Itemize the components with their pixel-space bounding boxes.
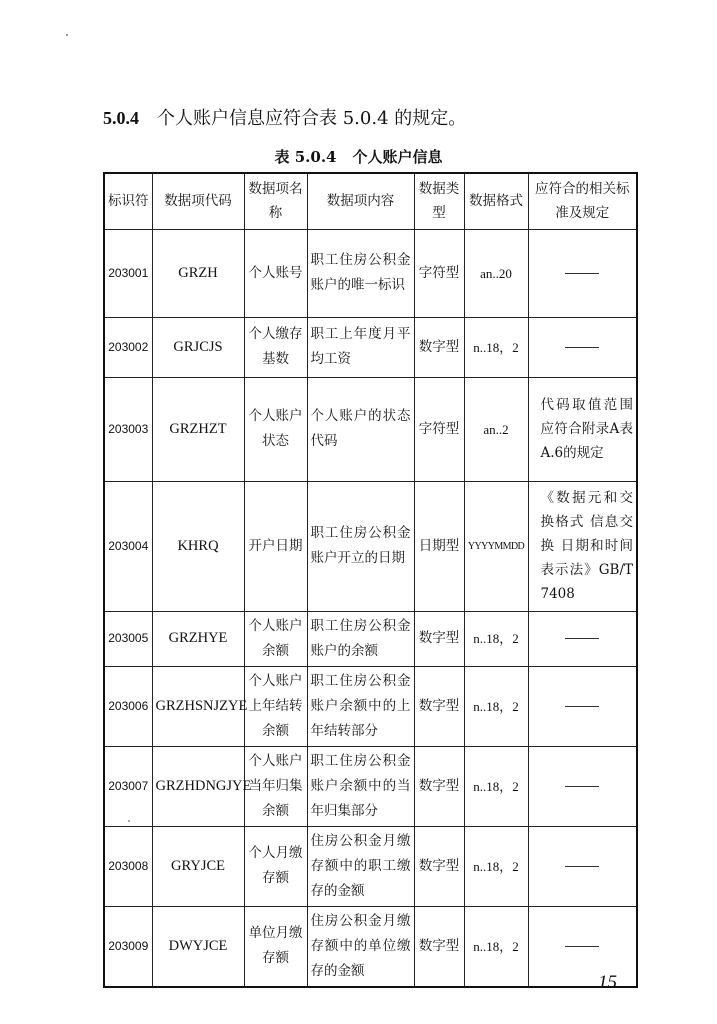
cell-identifier: 203004 [104,481,152,611]
header-standards: 应符合的相关标准及规定 [528,173,637,229]
scan-speck [66,34,68,36]
dash-mark [565,706,599,707]
cell-content: 住房公积金月缴存额中的职工缴存的金额 [307,826,414,906]
header-identifier: 标识符 [104,173,152,229]
cell-name: 个人月缴存额 [244,826,307,906]
table-row [104,317,637,377]
cell-name: 个人账号 [244,229,307,317]
page-number: 15 [598,972,617,993]
section-number: 5.0.4 [103,108,139,128]
cell-standard: 《数据元和交换格式 信息交换 日期和时间表示法》GB/T 7408 [528,481,637,611]
cell-code: GRZH [152,229,244,317]
cell-identifier: 203002 [104,317,152,377]
cell-format: n..18，2 [464,746,528,826]
cell-name: 个人账户上年结转余额 [244,666,307,746]
dash-mark [565,946,599,947]
header-item-content: 数据项内容 [307,173,414,229]
cell-content: 个人账户的状态代码 [307,377,414,481]
cell-standard: 代码取值范围应符合附录A表A.6的规定 [528,377,637,481]
cell-name: 个人账户状态 [244,377,307,481]
cell-content: 职工上年度月平均工资 [307,317,414,377]
cell-type: 字符型 [414,229,464,317]
header-item-code: 数据项代码 [152,173,244,229]
table-caption [0,146,717,167]
header-data-format: 数据格式 [464,173,528,229]
cell-format: n..18，2 [464,666,528,746]
cell-type: 数字型 [414,906,464,987]
cell-content: 职工住房公积金账户余额中的当年归集部分 [307,746,414,826]
cell-code: GRZHSNJZYE [152,666,244,746]
cell-standard-dash [528,666,637,746]
cell-type: 数字型 [414,666,464,746]
table-row [104,666,637,746]
cell-content: 职工住房公积金账户开立的日期 [307,481,414,611]
table-row [104,746,637,826]
cell-identifier: 203007 [104,746,152,826]
cell-name: 个人账户当年归集余额 [244,746,307,826]
cell-code: GRZHDNGJYE [152,746,244,826]
header-data-type: 数据类型 [414,173,464,229]
cell-type: 数字型 [414,611,464,666]
cell-name: 单位月缴存额 [244,906,307,987]
cell-identifier: 203008 [104,826,152,906]
dash-mark [565,638,599,639]
cell-type: 数字型 [414,746,464,826]
table-row [104,377,637,481]
cell-content: 职工住房公积金账户的唯一标识 [307,229,414,317]
cell-identifier: 203001 [104,229,152,317]
cell-code: GRZHYE [152,611,244,666]
cell-code: GRYJCE [152,826,244,906]
cell-code: GRZHZT [152,377,244,481]
table-row [104,229,637,317]
cell-code: DWYJCE [152,906,244,987]
cell-format: an..2 [464,377,528,481]
cell-type: 字符型 [414,377,464,481]
cell-standard-dash [528,826,637,906]
dash-mark [565,347,599,348]
cell-format: n..18，2 [464,611,528,666]
cell-content: 职工住房公积金账户余额中的上年结转部分 [307,666,414,746]
cell-standard-dash [528,906,637,987]
cell-content: 职工住房公积金账户的余额 [307,611,414,666]
cell-identifier: 203005 [104,611,152,666]
table-caption-number: 表 5.0.4 [274,148,337,166]
header-item-name: 数据项名称 [244,173,307,229]
cell-format: n..18，2 [464,906,528,987]
cell-content: 住房公积金月缴存额中的单位缴存的金额 [307,906,414,987]
cell-code: KHRQ [152,481,244,611]
table-row [104,906,637,987]
cell-format: an..20 [464,229,528,317]
cell-type: 数字型 [414,826,464,906]
cell-code: GRJCJS [152,317,244,377]
cell-name: 个人缴存基数 [244,317,307,377]
table-row [104,826,637,906]
table-row [104,481,637,611]
cell-name: 个人账户余额 [244,611,307,666]
personal-account-table [103,172,638,988]
dash-mark [565,273,599,274]
cell-format: n..18，2 [464,826,528,906]
dash-mark [565,866,599,867]
table-caption-title: 个人账户信息 [352,148,443,166]
table-row [104,611,637,666]
cell-type: 日期型 [414,481,464,611]
cell-identifier: 203009 [104,906,152,987]
cell-standard-dash [528,611,637,666]
dash-mark [565,786,599,787]
cell-identifier: 203003 [104,377,152,481]
section-heading [103,104,466,130]
cell-format: YYYYMMDD [464,481,528,611]
cell-standard-dash [528,317,637,377]
cell-format: n..18，2 [464,317,528,377]
table-header-row [104,173,637,229]
section-text: 个人账户信息应符合表 5.0.4 的规定。 [157,108,467,129]
cell-identifier: 203006 [104,666,152,746]
cell-type: 数字型 [414,317,464,377]
cell-standard-dash [528,229,637,317]
cell-standard-dash [528,746,637,826]
cell-name: 开户日期 [244,481,307,611]
